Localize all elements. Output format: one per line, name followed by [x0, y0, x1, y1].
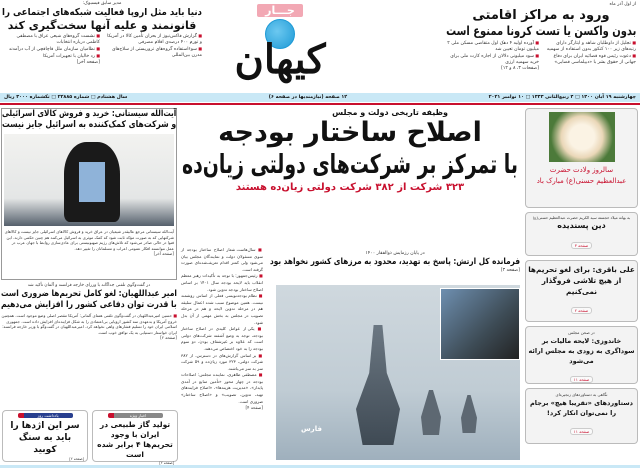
right-column — [525, 108, 638, 444]
main-bullets — [181, 247, 263, 412]
page-ref: [صفحات ۳، ۸ و ۱۲] — [501, 66, 539, 71]
news-box[interactable] — [525, 326, 638, 384]
headline: دین پسندیده — [557, 221, 606, 230]
page-ref: صفحه ۱۱ — [570, 376, 594, 383]
headline: تولید گاز طبیعی در ایران با وجود تحریم‌ها ۴ برابر شده است — [97, 420, 173, 459]
body-text: ■ حسین امیرعبداللهیان در گفت‌وگوی تلفنی همتای آلمانی: آمریکا مقصر اصلی وضع موجود است. همچنین خروج آمریکا و بدعهدی سه کشور اروپایی بی‌اعتمادی را به شکل فزاینده‌ای افزایش داده است. جمهوری اسلامی ایران خود را تسلیم فشارهای واهی نخواهد کرد. امیرعبداللهیان در گفت‌وگو با وزیر خارجه فرانسه: ایران خواستار دستیابی به یک توافق خوب است. — [1, 313, 177, 335]
bullet: ■ مصطفی طاهری، نماینده مجلس: اصلاحات بودجه در چهار محور «تأمین منابع در آمدی پایدار»، «مدیریت هزینه‌ها»، «اصلاح فرایندهای تهیه، تدوین، تصویب» و «اصلاح ساختار» ضروری است. — [181, 372, 263, 405]
headline — [2, 109, 176, 120]
headline — [1, 289, 177, 300]
bullet: ■ رد خالیان با تجهیزات آمریکا — [2, 53, 100, 60]
page-ref: [صفحه ۲] — [160, 335, 177, 340]
page-ref: [صفحه ۲] — [159, 461, 174, 465]
bullet: ■ دعوت رئیس قوه قضائیه ایران برای دفاع جهانی از حقوق بشر با «دیپلماسی قضایی» — [543, 53, 636, 66]
tag-badge: اخبار ویژه — [108, 413, 163, 418]
top-left-story — [2, 1, 202, 66]
divider — [0, 103, 640, 105]
news-box[interactable] — [525, 388, 638, 444]
headline — [446, 8, 636, 23]
page-ref: صفحه ۳ — [571, 242, 593, 249]
issue-number: سال هشتادم □ شماره ۲۲۸۸۵ □ تکشماره ۳۰۰۰ ریال — [4, 95, 128, 100]
ship — [421, 390, 441, 435]
main-headline-text: با تمرکز بر شرکت‌های دولتی زیان‌ده — [182, 150, 518, 180]
masthead-logo — [220, 0, 340, 92]
bullet: ■ رئیس‌جمهور: با توجه به تأکیدات رهبر معظم انقلاب باید لایحه بودجه سال ۱۴۰۱ بر اساس اصلاح ساختار بودجه تدوین شود. — [181, 273, 263, 293]
bullet: ■ نشست گروه‌های شیعی عراق با مصطفی کاظمی درباره انتخابات — [2, 33, 100, 46]
main-headline — [182, 117, 518, 149]
amir-story — [1, 283, 177, 341]
sistani-story — [1, 108, 177, 280]
headline-text: دنیا باید مثل اروپا فعالیت شبکه‌های اجتماعی را — [2, 7, 202, 18]
headline: دستاوردهای «تقریبا هیچ» برجام را نمی‌توان انکار کرد! — [530, 399, 633, 417]
headline-text: با قدرت توان دفاعی کشور را افزایش می‌دهیم — [1, 300, 177, 310]
headline-text: بدون واکسن یا تست کرونا ممنوع است — [445, 23, 636, 38]
inset-photo — [440, 288, 520, 360]
page-ref: [صفحه آخر] — [153, 251, 174, 256]
page-ref: [صفحه ۲] — [69, 457, 84, 461]
kicker: مدیر سابق فیسبوک: — [82, 1, 122, 6]
headline — [446, 23, 636, 38]
sistani-photo — [4, 134, 174, 226]
subheadline-text: ۳۲۳ شرکت از ۳۸۲ شرکت دولتی زیان‌ده هستند — [235, 182, 465, 193]
kicker: نگاهی به دستاوردهای زنجیره‌ای — [555, 392, 608, 397]
news-box[interactable] — [525, 212, 638, 256]
bullet: ■ آورده اولیه ۴ دهک اول متقاضی مسکن ملی ۲ میلیون تومان تعیین شد — [446, 40, 539, 53]
headline-text: قانونمند و علیه آنها سخت‌گیری کند — [7, 19, 197, 32]
headline: سر این اژدها را باید به سنگ کوبید — [10, 421, 80, 455]
bottom-rule — [0, 465, 640, 468]
kicker: به بهانه میلاد خجسته سید الکریم حضرت عبدالعظیم حسنی(ع) — [532, 215, 631, 220]
headline: علی باقری: برای لغو تحریم‌ها از هیچ تلاشی فروگذار نمی‌کنیم — [528, 265, 635, 296]
page-ref: [صفحه آخر] — [76, 60, 100, 65]
ship — [356, 325, 400, 445]
bullet: ■ نظامیان سازمان ملل قاچاقچی از آب درآمدند — [2, 46, 100, 53]
date-bar — [0, 93, 640, 102]
headline — [2, 19, 202, 32]
kicker-text: در گفت‌وگوی تلفنی جداگانه با وزرای خارجه فرانسه و آلمان تأکید شد — [27, 283, 151, 288]
logo-text: کیهان — [234, 36, 326, 83]
kicker: از اول آذر ماه — [609, 2, 636, 7]
page-ref: [صفحه ۴] — [245, 405, 263, 411]
main-headline — [182, 149, 518, 181]
subheadline — [182, 182, 518, 193]
bullet: ■ سود میلیونی دلالان از اجاره کارت ملی برای خرید سهمیه ارزی — [446, 53, 539, 66]
kicker: وظیفه تاریخی دولت و مجلس — [332, 108, 448, 117]
figure-robe — [79, 162, 105, 202]
jar-badge: جـــار — [257, 4, 303, 17]
headline — [2, 7, 202, 19]
page-count: ۱۲ صفحه (نیازمندیها در صفحه ۶) — [268, 95, 348, 100]
bullet: ■ تجلیل از داوطلبان شاهد و ایثارگر دارای رتبه‌های زیر ۱۰۰ کنکور بدون استفاده از سهمیه — [543, 40, 636, 53]
headline-text: فرمانده کل ارتش: پاسخ به تهدید، محدود به مرزهای کشور نخواهد بود — [269, 257, 520, 267]
main-story — [182, 108, 518, 193]
photo-credit: فارس — [301, 425, 322, 433]
headline: سالروز ولادت حضرت عبدالعظیم حسنی(ع) مبارک باد — [536, 166, 627, 185]
kicker: در صحن مجلس — [568, 330, 595, 335]
date: چهارشنبه ۱۹ آبان ۱۴۰۰ □ ۴ ربیع‌الثانی ۱۴۴۳ □ ۱۰ نوامبر ۲۰۲۱ — [488, 95, 636, 100]
bullet: ■ گزارش فاکس‌نیوز از بحران تأمین کالا در آمریکا و تورم ۴۰۰ درصدی اقلام مصرفی — [104, 33, 202, 46]
kicker: در پایان رزمایش ذوالفقار ۱۴۰۰ — [365, 251, 425, 256]
tag-badge: یادداشت روز — [18, 413, 73, 418]
main-headline-text: اصلاح ساختار بودجه — [218, 117, 482, 148]
top-right-story — [446, 2, 636, 72]
headline — [2, 120, 176, 131]
bullet: ■ نظام بودجه‌نویسی فعلی از اساس روشمند نیست. همین موضوع سبب شده اعمال سلیقه هم در مرحله تدوین لایحه و هم در مرحله تصویب در مجلس به بخش مهمی از آن بدل شود. — [181, 293, 263, 326]
note-box[interactable] — [2, 410, 88, 462]
headline-text: و شرکت‌های کمک‌کننده به اسرائیل جایز نیست — [1, 120, 176, 130]
headline-text: ورود به مراکز اقامتی — [472, 8, 610, 23]
body-text: آیت‌الله سیستانی مرجع عالیقدر شیعیان در عراق خرید و فروش کالاهای اسرائیلی جایز نیست و کالاهای شرکتهایی که به صورت مؤکد ثابت شود که کمک موثری به اسرائیل می‌کنند هم چنین حکمی دارند. این فتوا در حالی صادر می‌شود که تلاش‌های رژیم صهیونیستی برای عادی‌سازی روابط با جهان عرب در عمل نتوانسته افکار عمومی اعراب و مسلمانان را تغییر دهد. — [4, 229, 174, 251]
army-story — [270, 251, 520, 274]
ship — [461, 395, 477, 433]
headline-text: امیر عبداللهیان: لغو کامل تحریم‌ها ضروری است — [1, 289, 177, 299]
page-ref: صفحه ۱۱ — [570, 428, 594, 435]
headline — [270, 257, 520, 268]
bullet: ■ سوءاستفاده گروه‌های تروریستی از سلاح‌های مدرن بین‌المللی — [104, 46, 202, 59]
news-box[interactable] — [525, 260, 638, 322]
rose-box[interactable] — [525, 108, 638, 208]
page-ref: صفحه ۲ — [571, 307, 593, 314]
bullet: ■ بر اساس گزارش‌های در دسترس، از ۳۸۲ شرکت دولتی، ۳۲۳ مورد زیان‌ده و ۵۹ شرکت سر به سر می‌باشند. — [181, 353, 263, 373]
headline-text: آیت‌الله سیستانی: خرید و فروش کالای اسرائیلی — [1, 109, 176, 119]
page-ref: [صفحه ۳] — [500, 268, 520, 273]
headline: خاندوزی: لایحه مالیات بر سوداگری به زودی به مجلس ارائه می‌شود — [528, 337, 635, 365]
warship-photo — [276, 285, 520, 460]
bullet: ■ یکی از عوامل کلیدی در اصلاح ساختار بودجه، توجه به وضع آشفته شرکت‌های دولتی است که علاوه بر غیرشفاف بودن، دو سوم بودجه را به خود اختصاص می‌دهند. — [181, 326, 263, 352]
bullet: ■ سال‌هاست شعار اصلاح ساختار بودجه از سوی مسئولان دولت و نمایندگان مجلس بیان می‌شود ولی کمتر اقدام تعریف‌شده‌ای صورت گرفته است. — [181, 247, 263, 273]
rose-photo — [549, 112, 615, 162]
gas-box[interactable] — [92, 410, 178, 465]
headline — [1, 300, 177, 311]
